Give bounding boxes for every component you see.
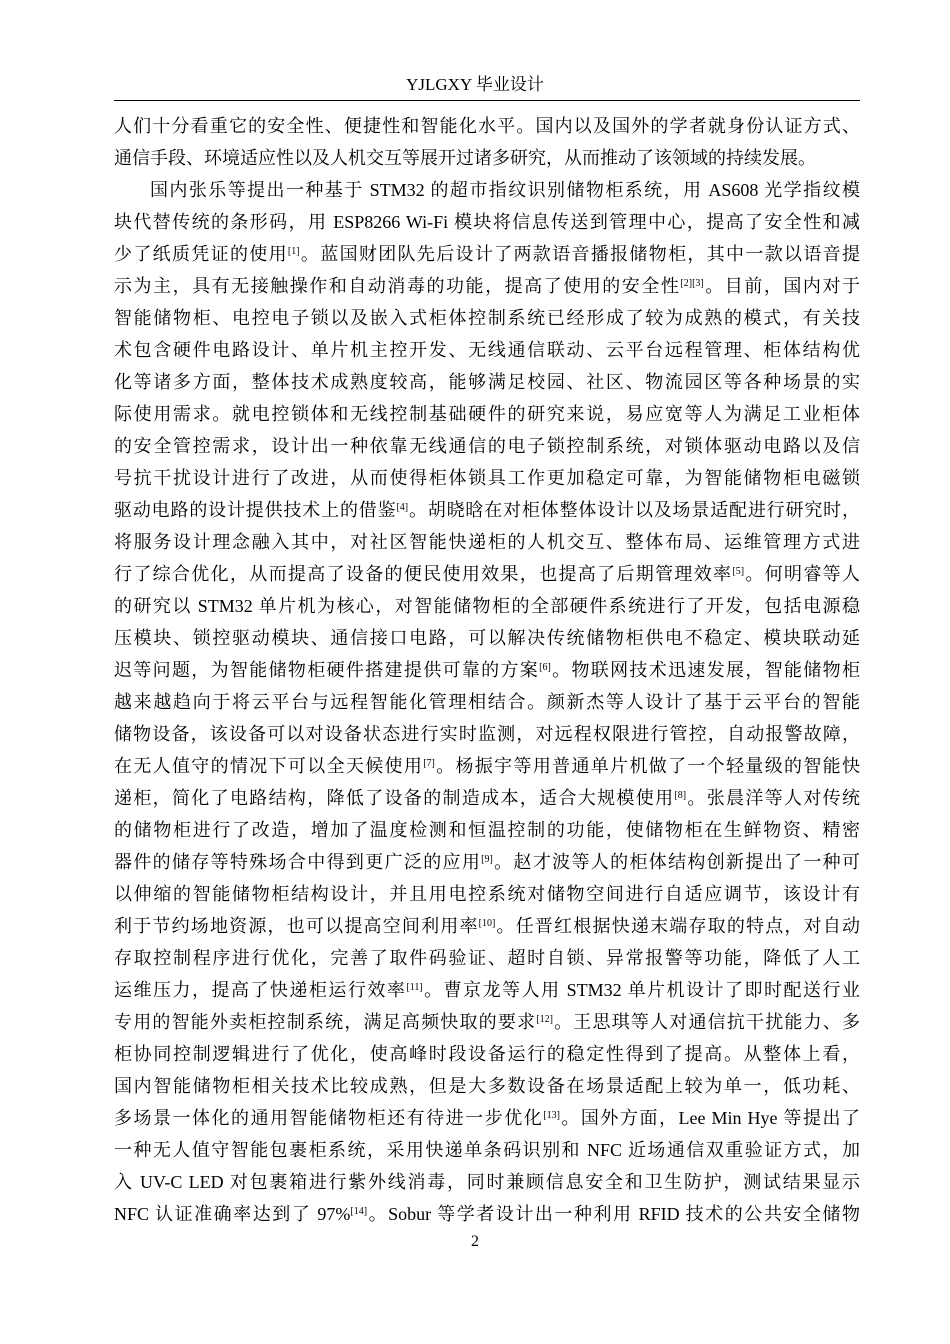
text-line: 一种无人值守智能包裹柜系统，采用快递单条码识别和 NFC 近场通信双重验证方式，加 [114, 1140, 860, 1160]
text-line: 以伸缩的智能储物柜结构设计，并且用电控系统对储物空间进行自适应调节，该设计有 [114, 884, 860, 904]
text-line: 化等诸多方面，整体技术成熟度较高，能够满足校园、社区、物流园区等各种场景的实 [114, 372, 860, 392]
text-line: 块代替传统的条形码，用 ESP8266 Wi-Fi 模块将信息传送到管理中心，提高了安全性和减 [114, 212, 860, 232]
text-line: 际使用需求。就电控锁体和无线控制基础硬件的研究来说，易应宽等人为满足工业柜体 [114, 404, 860, 424]
text-line: 利于节约场地资源，也可以提高空间利用率[10]。任晋红根据快递末端存取的特点，对自动 [114, 916, 861, 936]
page-header: YJLGXY 毕业设计 [406, 75, 544, 94]
text-line: 器件的储存等特殊场合中得到更广泛的应用[9]。赵才波等人的柜体结构创新提出了一种可 [114, 852, 861, 872]
text-line: 示为主，具有无接触操作和自动消毒的功能，提高了使用的安全性[2][3]。目前，国内对于 [114, 276, 860, 296]
text-line: 专用的智能外卖柜控制系统，满足高频快取的要求[12]。王思琪等人对通信抗干扰能力、多 [114, 1012, 861, 1032]
page-number: 2 [471, 1233, 479, 1250]
text-line: 智能储物柜、电控电子锁以及嵌入式柜体控制系统已经形成了较为成熟的模式，有关技 [114, 308, 860, 328]
text-line: 运维压力，提高了快递柜运行效率[11]。曹京龙等人用 STM32 单片机设计了即时配送行业 [114, 980, 860, 1000]
text-line: 压模块、锁控驱动模块、通信接口电路，可以解决传统储物柜供电不稳定、模块联动延 [114, 628, 860, 648]
text-line: 储物设备，该设备可以对设备状态进行实时监测，对远程权限进行管控，自动报警故障， [114, 724, 860, 744]
text-line: 在无人值守的情况下可以全天候使用[7]。杨振宇等用普通单片机做了一个轻量级的智能快 [114, 756, 861, 776]
text-line: 人们十分看重它的安全性、便捷性和智能化水平。国内以及国外的学者就身份认证方式、 [114, 116, 860, 136]
text-line: 通信手段、环境适应性以及人机交互等展开过诸多研究，从而推动了该领域的持续发展。 [114, 148, 816, 168]
text-line: 迟等问题，为智能储物柜硬件搭建提供可靠的方案[6]。物联网技术迅速发展，智能储物柜 [114, 660, 861, 680]
body-text [114, 110, 860, 1230]
text-line: 号抗干扰设计进行了改进，从而使得柜体锁具工作更加稳定可靠，为智能储物柜电磁锁 [114, 468, 860, 488]
text-line: 的储物柜进行了改造，增加了温度检测和恒温控制的功能，使储物柜在生鲜物资、精密 [114, 820, 860, 840]
text-line: 国内智能储物柜相关技术比较成熟，但是大多数设备在场景适配上较为单一，低功耗、 [114, 1076, 860, 1096]
text-line: 存取控制程序进行优化，完善了取件码验证、超时自锁、异常报警等功能，降低了人工 [114, 948, 860, 968]
text-line: NFC 认证准确率达到了 97%[14]。Sobur 等学者设计出一种利用 RFID 技术的公共安全储物 [114, 1204, 860, 1224]
text-line: 术包含硬件电路设计、单片机主控开发、无线通信联动、云平台远程管理、柜体结构优 [114, 340, 860, 360]
text-line: 的安全管控需求，设计出一种依靠无线通信的电子锁控制系统，对锁体驱动电路以及信 [114, 436, 860, 456]
text-line: 的研究以 STM32 单片机为核心，对智能储物柜的全部硬件系统进行了开发，包括电源稳 [114, 596, 860, 616]
text-line: 国内张乐等提出一种基于 STM32 的超市指纹识别储物柜系统，用 AS608 光学指纹模 [150, 180, 860, 200]
text-line: 将服务设计理念融入其中，对社区智能快递柜的人机交互、整体布局、运维管理方式进 [114, 532, 860, 552]
text-line: 入 UV-C LED 对包裹箱进行紫外线消毒，同时兼顾信息安全和卫生防护，测试结果显示 [114, 1172, 860, 1192]
text-line: 越来越趋向于将云平台与远程智能化管理相结合。颜新杰等人设计了基于云平台的智能 [114, 692, 860, 712]
text-line: 多场景一体化的通用智能储物柜还有待进一步优化[13]。国外方面，Lee Min Hye 等提出了 [114, 1108, 861, 1128]
text-line: 少了纸质凭证的使用[1]。蓝国财团队先后设计了两款语音播报储物柜，其中一款以语音提 [114, 244, 860, 264]
header-rule [114, 100, 860, 101]
text-line: 行了综合优化，从而提高了设备的便民使用效果，也提高了后期管理效率[5]。何明睿等人 [114, 564, 861, 584]
text-line: 柜协同控制逻辑进行了优化，使高峰时段设备运行的稳定性得到了提高。从整体上看， [114, 1044, 860, 1064]
text-line: 驱动电路的设计提供技术上的借鉴[4]。胡晓晗在对柜体整体设计以及场景适配进行研究时， [114, 500, 861, 520]
text-line: 递柜，简化了电路结构，降低了设备的制造成本，适合大规模使用[8]。张晨洋等人对传统 [114, 788, 860, 808]
